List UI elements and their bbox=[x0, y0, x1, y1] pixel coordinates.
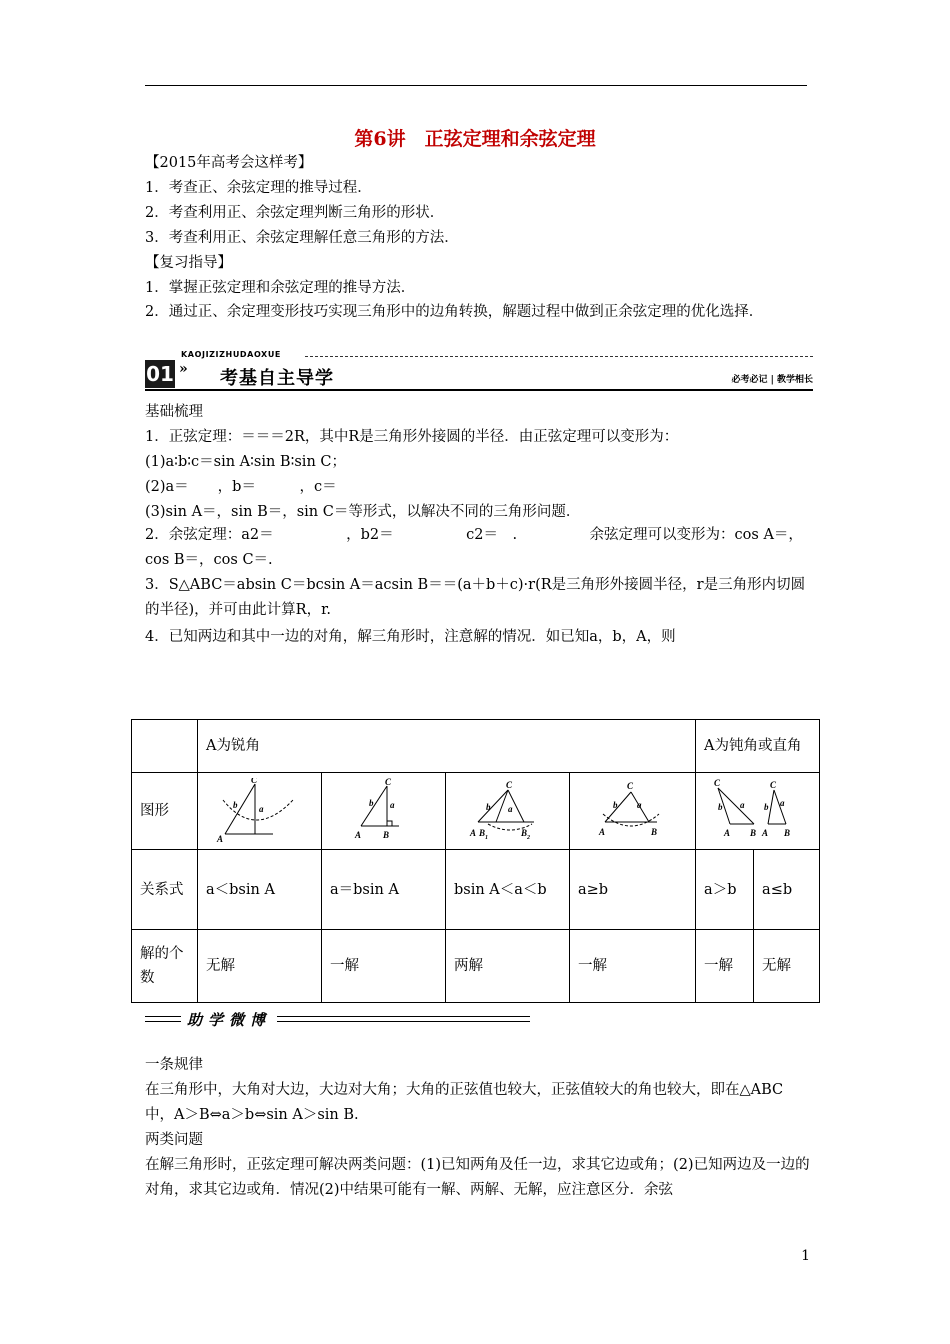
relation-cell: bsin A＜a＜b bbox=[446, 850, 570, 930]
rule-heading: 一条规律 bbox=[145, 1057, 203, 1073]
section-pinyin: KAOJIZIZHUDAOXUE bbox=[181, 350, 281, 359]
fig-label: a bbox=[258, 804, 263, 814]
fig-label: a bbox=[739, 800, 745, 810]
help-label: 助学微博 bbox=[181, 1009, 277, 1030]
page-title: 第6讲 正弦定理和余弦定理 bbox=[354, 128, 596, 150]
fig-label: C bbox=[769, 780, 776, 790]
exam-item: 2．考查利用正、余弦定理判断三角形的形状． bbox=[145, 205, 445, 221]
fig-label: C bbox=[505, 780, 512, 790]
header-rule bbox=[145, 85, 807, 86]
exam-item: 3．考查利用正、余弦定理解任意三角形的方法． bbox=[145, 230, 459, 246]
fig-label: C bbox=[250, 778, 257, 785]
basics-line: 1．正弦定理：＝＝＝2R，其中R是三角形外接圆的半径．由正弦定理可以变形为： bbox=[145, 429, 679, 445]
fig-label: a bbox=[779, 798, 785, 808]
rule-text: 在三角形中，大角对大边，大边对大角；大角的正弦值也较大，正弦值较大的角也较大，即在△ABC中，A＞B⇔a＞b⇔sin A＞sin B. bbox=[145, 1082, 784, 1123]
basics-heading: 基础梳理 bbox=[145, 404, 203, 420]
problems-text: 在解三角形时，正弦定理可解决两类问题：(1)已知两角及任一边，求其它边或角；(2)已知两边及一边的对角，求其它边或角．情况(2)中结果可能有一解、两解、无解，应注意区分．余弦 bbox=[145, 1157, 810, 1198]
count-cell: 一解 bbox=[322, 930, 446, 1003]
fig-label: b bbox=[232, 800, 237, 810]
count-cell: 两解 bbox=[446, 930, 570, 1003]
problems-heading: 两类问题 bbox=[145, 1132, 203, 1148]
count-cell: 一解 bbox=[696, 930, 754, 1003]
help-banner bbox=[145, 1008, 530, 1032]
row-label-count: 解的个数 bbox=[132, 930, 198, 1003]
row-label-relation: 关系式 bbox=[132, 850, 198, 930]
fig-label: a bbox=[507, 804, 512, 814]
banner-dashed-rule bbox=[305, 356, 813, 357]
fig-label: B bbox=[382, 830, 389, 840]
fig-label: C bbox=[713, 778, 720, 788]
basics-line: 4．已知两边和其中一边的对角，解三角形时，注意解的情况．如已知a，b，A，则 bbox=[145, 629, 676, 645]
fig-label: B bbox=[520, 828, 527, 838]
figure-one-solution-a-ge-b bbox=[570, 773, 696, 850]
exam-header: 【2015年高考会这样考】 bbox=[145, 155, 313, 171]
header-acute: A为锐角 bbox=[198, 720, 696, 773]
banner-rule bbox=[145, 389, 813, 391]
figure-obtuse bbox=[696, 773, 820, 850]
basics-line: (2)a＝ ，b＝ ，c＝ bbox=[145, 479, 337, 495]
relation-cell: a＞b bbox=[696, 850, 754, 930]
section-number: 01 bbox=[146, 362, 174, 386]
chevron-right-icon: » bbox=[179, 361, 188, 377]
fig-label: B bbox=[783, 828, 790, 838]
basics-line: 2．余弦定理：a2＝ ，b2＝ c2＝ . 余弦定理可以变形为：cos A＝，cos B＝，cos C＝. bbox=[145, 527, 803, 568]
relation-cell: a＝bsin A bbox=[322, 850, 446, 930]
fig-label: b bbox=[717, 802, 723, 812]
figure-no-solution bbox=[198, 773, 322, 850]
count-cell: 无解 bbox=[198, 930, 322, 1003]
solutions-table bbox=[131, 719, 820, 1003]
fig-label: B bbox=[749, 828, 756, 838]
table-corner bbox=[132, 720, 198, 773]
fig-label: a bbox=[389, 800, 394, 810]
basics-line: 3．S△ABC＝absin C＝bcsin A＝acsin B＝＝(a＋b＋c)·r(R是三角形外接圆半径，r是三角形内切圆的半径)，并可由此计算R，r. bbox=[145, 577, 806, 618]
review-item: 1．掌握正弦定理和余弦定理的推导方法． bbox=[145, 280, 416, 296]
section-tag: 必考必记 | 教学相长 bbox=[731, 375, 813, 385]
header-obtuse: A为钝角或直角 bbox=[696, 720, 820, 773]
fig-label: A bbox=[216, 834, 223, 844]
fig-label: A bbox=[598, 827, 605, 837]
relation-cell: a≤b bbox=[754, 850, 820, 930]
fig-label: A bbox=[469, 828, 476, 838]
fig-label: 1 bbox=[484, 835, 488, 841]
fig-label: A bbox=[354, 830, 361, 840]
basics-line: (3)sin A＝，sin B＝，sin C＝等形式，以解决不同的三角形问题． bbox=[145, 504, 581, 520]
fig-label: a bbox=[636, 800, 642, 810]
fig-label: 2 bbox=[526, 835, 530, 841]
count-cell: 无解 bbox=[754, 930, 820, 1003]
fig-label: b bbox=[763, 802, 769, 812]
fig-label: b bbox=[368, 798, 373, 808]
fig-label: b bbox=[485, 802, 490, 812]
section-banner bbox=[145, 350, 813, 394]
fig-label: B bbox=[650, 827, 657, 837]
exam-item: 1．考查正、余弦定理的推导过程． bbox=[145, 180, 372, 196]
figure-one-solution-right bbox=[322, 773, 446, 850]
row-label-figure: 图形 bbox=[132, 773, 198, 850]
relation-cell: a≥b bbox=[570, 850, 696, 930]
section-name: 考基自主导学 bbox=[220, 368, 334, 389]
count-cell: 一解 bbox=[570, 930, 696, 1003]
relation-cell: a＜bsin A bbox=[198, 850, 322, 930]
figure-two-solutions bbox=[446, 773, 570, 850]
fig-label: C bbox=[384, 778, 391, 787]
fig-label: A bbox=[723, 828, 730, 838]
fig-label: C bbox=[626, 781, 633, 791]
fig-label: A bbox=[761, 828, 768, 838]
fig-label: B bbox=[478, 828, 485, 838]
review-item: 2．通过正、余定理变形技巧实现三角形中的边角转换，解题过程中做到正余弦定理的优化选择． bbox=[145, 304, 764, 320]
fig-label: b bbox=[612, 800, 618, 810]
page-number: 1 bbox=[801, 1248, 810, 1264]
review-header: 【复习指导】 bbox=[145, 255, 232, 271]
basics-line: (1)a∶b∶c＝sin A∶sin B∶sin C； bbox=[145, 454, 346, 470]
